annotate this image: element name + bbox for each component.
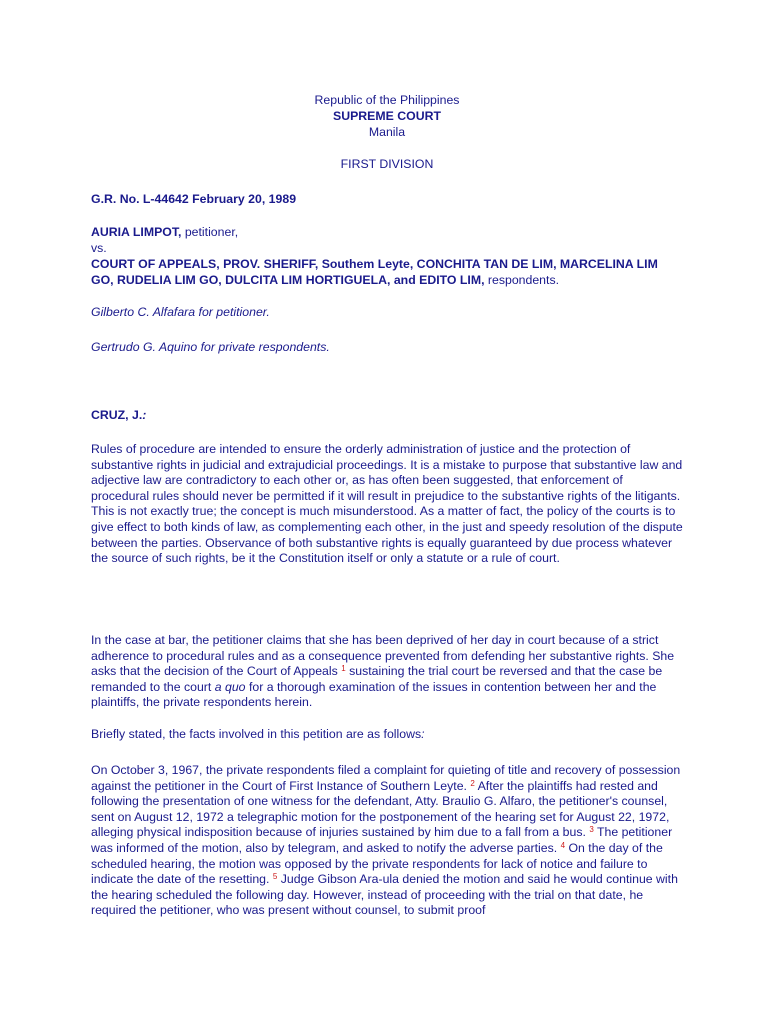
paragraph-2-part-a: In the case at bar, the petitioner claims that she has been deprived of her day in court because of a strict adherence to procedural rules and as a consequence prevented from defending her substantive rights. She asks that the decision of the Court of Appeals: [91, 633, 675, 679]
republic-line: Republic of the Philippines: [314, 93, 460, 107]
paragraph-4-part-e: Judge Gibson Ara-ula denied the motion and said he would continue with the hearing scheduled the following day. However, instead of proceeding with the trial on that date, he required the petitioner, who was present without counsel, to submit proof: [91, 872, 678, 918]
paragraph-3: [91, 727, 683, 743]
paragraph-4: [91, 763, 683, 919]
paragraph-4-part-b: After the plaintiffs had rested and following the presentation of one witness for the defendant, Atty. Braulio G. Alfaro, the petitioner's counsel, sent on August 12, 1972 a telegraphic motion for the postponement of the hearing set for August 22, 1972, alleging physical indisposition because of injuries sustained by him due to a fall from a bus.: [91, 778, 670, 840]
paragraph-4-part-a: On October 3, 1967, the private respondents filed a complaint for quieting of title and recovery of possession against the petitioner in the Court of First Instance of Southern Leyte.: [91, 763, 681, 793]
paragraph-4-part-c: The petitioner was informed of the motion, also by telegram, and asked to notify the adverse parties.: [91, 825, 673, 855]
footnote-ref-4[interactable]: 4: [560, 840, 566, 850]
city-line: Manila: [368, 125, 406, 139]
ponente-name: CRUZ, J.: [91, 408, 143, 422]
footnote-ref-5[interactable]: 5: [272, 872, 278, 882]
paragraph-2: [91, 633, 683, 711]
footnote-ref-2[interactable]: 2: [470, 778, 475, 788]
paragraph-1: Rules of procedure are intended to ensure the orderly administration of justice and the protection of substantive rights in judicial and extrajudicial proceedings. It is a mistake to purpose that substantive law and adjective law are contradictory to each other or, as has often been suggested, that enforcement of procedural rules should never be permitted if it will result in prejudice to the substantive rights of the litigants. This is not exactly true; the concept is much misunderstood. As a matter of fact, the policy of the courts is to give effect to both kinds of law, as complementing each other, in the just and speedy resolution of the dispute between the parties. Observance of both substantive rights is equally guaranteed by due process whatever the source of such rights, be it the Constitution itself or only a statute or a rule of court.: [91, 442, 683, 566]
petitioner-name: AURIA LIMPOT,: [91, 225, 182, 239]
paragraph-2-part-c: for a thorough examination of the issues in contention between her and the plaintiffs, the private respondents herein.: [91, 679, 657, 710]
footnote-ref-3[interactable]: 3: [589, 825, 594, 835]
case-number: G.R. No. L-44642 February 20, 1989: [91, 192, 297, 206]
ponente: [91, 408, 683, 424]
petitioner-counsel: Gilberto C. Alfafara for petitioner.: [91, 305, 270, 319]
paragraph-2-italic: a quo: [214, 679, 246, 694]
ponente-colon: :: [142, 408, 147, 422]
footnote-ref-1[interactable]: 1: [341, 664, 346, 674]
paragraph-2-part-b: sustaining the trial court be reversed and that the case be remanded to the court: [91, 664, 663, 694]
respondents-role: respondents.: [487, 272, 560, 287]
respondents-counsel: Gertrudo G. Aquino for private respondents.: [91, 340, 330, 354]
respondents-names: COURT OF APPEALS, PROV. SHERIFF, Southem Leyte, CONCHITA TAN DE LIM, MARCELINA LIM GO, RUDELIA LIM GO, DULCITA LIM HORTIGUELA, and EDITO LIM,: [91, 257, 658, 287]
respondents-block: [91, 257, 683, 288]
versus-line: vs.: [91, 241, 107, 255]
paragraph-3-colon: :: [421, 727, 425, 741]
court-name: SUPREME COURT: [333, 109, 441, 123]
division-line: FIRST DIVISION: [340, 157, 434, 171]
paragraph-4-part-d: On the day of the scheduled hearing, the motion was opposed by the private respondents for lack of notice and failure to indicate the date of the resetting.: [91, 840, 663, 887]
paragraph-3-text: Briefly stated, the facts involved in this petition are as follows: [91, 727, 422, 741]
petitioner-role: petitioner,: [184, 225, 239, 239]
petitioner-line: [91, 225, 683, 241]
